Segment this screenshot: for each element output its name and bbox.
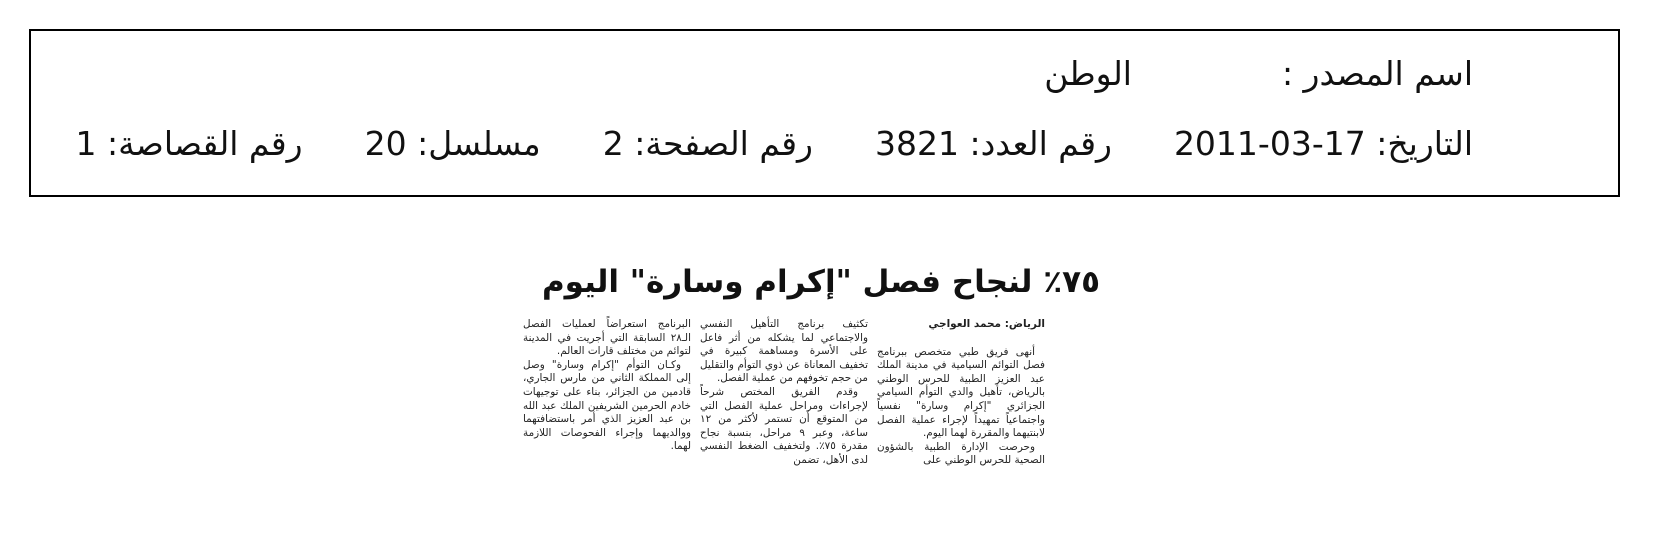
clipping-metadata-box	[29, 29, 1620, 197]
issue-label: رقم العدد:	[969, 124, 1112, 163]
date-value: 2011-03-17	[1173, 124, 1366, 163]
serial-label: مسلسل:	[417, 124, 541, 163]
page-value: 2	[602, 124, 624, 163]
details-line	[76, 124, 1474, 164]
article-headline: ٧٥٪ لنجاح فصل "إكرام وسارة" اليوم	[541, 264, 1100, 300]
paragraph: وقدم الفريق المختص شرحاً لإجراءات ومراحل عملية الفصل التي من المتوقع أن تستمر لأكثر من ١٢ ساعة، وعبر ٩ مراحل، بنسبة نجاح مقدرة ٧٥٪. ولتخفيف الضغط النفسي لدى الأهل، تضمن	[700, 385, 868, 466]
clip-value: 1	[75, 124, 97, 163]
paragraph: وحرصت الإدارة الطبية بالشؤون الصحية للحرس الوطني على	[877, 440, 1045, 467]
article-column-3	[523, 318, 691, 454]
article-column-1	[877, 318, 1045, 468]
paragraph: البرنامج استعراضاً لعمليات الفصل الـ٢٨ السابقة التي أجريت في المدينة لتوائم من مختلف قارات العالم.	[523, 318, 691, 358]
serial-field	[365, 124, 541, 164]
date-field	[1174, 124, 1473, 164]
page-label: رقم الصفحة:	[634, 124, 813, 163]
date-label: التاريخ:	[1376, 124, 1473, 163]
clip-field	[76, 124, 303, 164]
issue-field	[875, 124, 1112, 164]
paragraph: أنهى فريق طبي متخصص ببرنامج فصل التوائم السيامية في مدينة الملك عبد العزيز الطبية للحرس الوطني بالرياض، تأهيل والدي التوأم السيامي الجزائري "إكرام وسارة" نفسياً واجتماعياً تمهيداً لإجراء عملية الفصل لابنتيهما والمقررة لهما اليوم.	[877, 345, 1045, 440]
paragraph: وكـان التوأم "إكرام وسارة" وصل إلى المملكة الثاني من مارس الجاري، قادمين من الجزائر، بناء على توجيهات خادم الحرمين الشريفين الملك عبد الله بن عبد العزيز الذي أمر باستضافتهما ووالديهما وإجراء الفحوصات اللازمة لهما.	[523, 358, 691, 453]
clip-label: رقم القصاصة:	[107, 124, 303, 163]
page-field	[603, 124, 813, 164]
article-byline: الرياض: محمد العواجي	[928, 318, 1045, 330]
issue-value: 3821	[875, 124, 959, 163]
source-line	[1044, 54, 1473, 94]
source-label: اسم المصدر :	[1281, 54, 1473, 93]
serial-value: 20	[364, 124, 407, 163]
source-value: الوطن	[1044, 54, 1132, 93]
article-column-2	[700, 318, 868, 468]
paragraph: تكثيف برنامج التأهيل النفسي والاجتماعي لما يشكله من أثر فاعل على الأسرة ومساهمة كبيرة في تخفيف المعاناة عن ذوي التوأم والتقليل من حجم تخوفهم من عملية الفصل.	[700, 318, 868, 385]
